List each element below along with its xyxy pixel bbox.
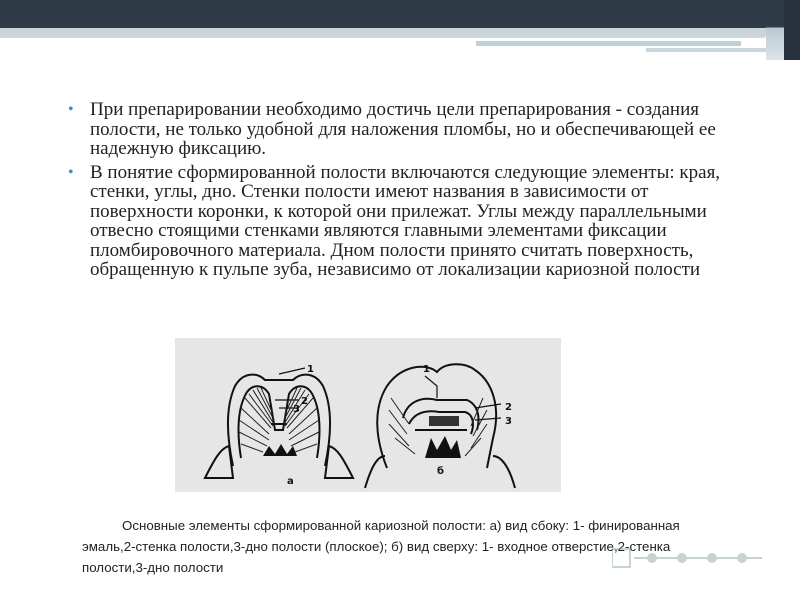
label-1-b: 1 — [423, 364, 430, 375]
header-line — [0, 36, 765, 38]
bullet-list — [66, 100, 726, 284]
label-a: а — [287, 476, 294, 487]
label-2-a: 2 — [301, 396, 308, 407]
header-accent-line-short — [646, 48, 770, 52]
bullet-icon: • — [68, 101, 74, 118]
header-accent-line — [476, 41, 741, 46]
bullet-icon: • — [68, 163, 74, 181]
header-decoration — [0, 0, 800, 60]
bullet-item — [66, 100, 726, 159]
label-b: б — [437, 466, 444, 477]
label-3-b: 3 — [505, 416, 512, 427]
header-stripe — [0, 28, 800, 36]
label-2-b: 2 — [505, 402, 512, 413]
caption-text: Основные элементы сформированной кариозной полости: а) вид сбоку: 1- финированная эмаль,2-стенка полости,3-дно полости (плоское); б) вид сверху: 1- входное отверстие,2-стенка полости,3-дно полости — [82, 518, 680, 575]
bullet-item — [66, 163, 726, 280]
bullet-text: При препарировании необходимо достичь цели препарирования - создания полости, не только удобной для наложения пломбы, но и обеспечивающей ее надежную фиксацию. — [90, 99, 716, 159]
watermark-logo — [612, 543, 762, 573]
header-corner-edge — [784, 0, 800, 60]
tooth-diagram — [175, 338, 561, 492]
label-1-a: 1 — [307, 364, 314, 375]
header-bar — [0, 0, 800, 28]
label-3-a: 3 — [293, 404, 300, 415]
bullet-text: В понятие сформированной полости включаются следующие элементы: края, стенки, углы, дно. Стенки полости имеют названия в зависимости от поверхности коронки, к которой они прилежат. Углы между параллельными отвесно стоящими стенками являются главными элементами фиксации пломбировочного материала. Дном полости принято считать поверхность, обращенную к пульпе зуба, независимо от локализации кариозной полости — [90, 161, 721, 280]
